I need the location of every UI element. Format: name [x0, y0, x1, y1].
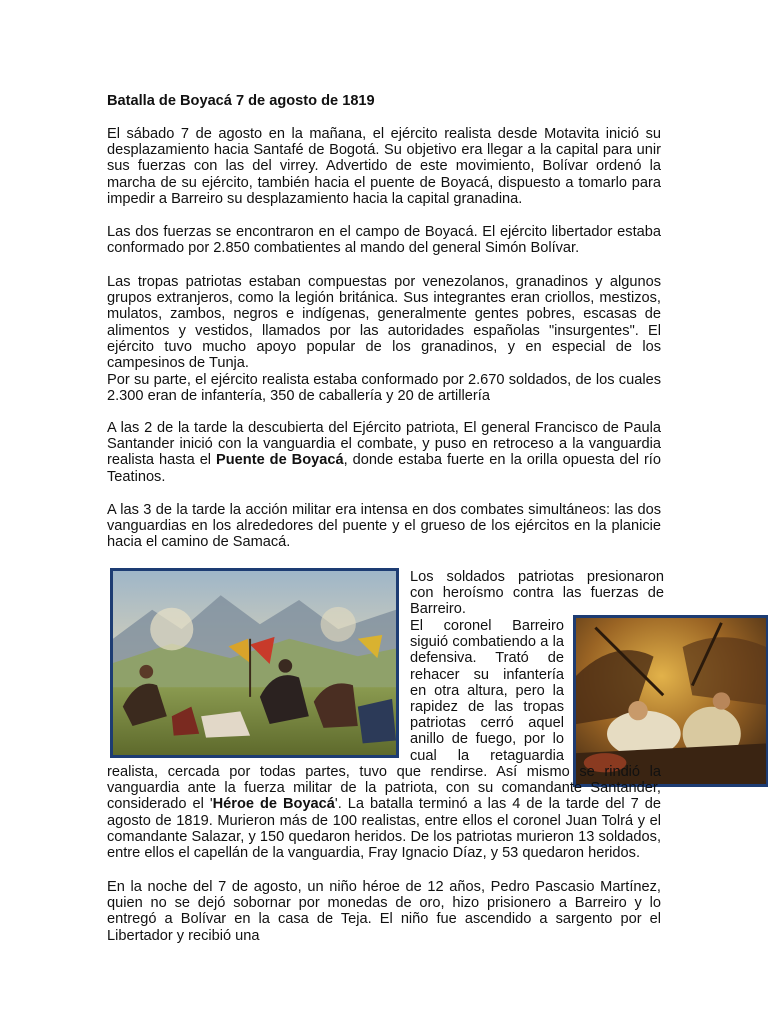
puente-de-boyaca-bold: Puente de Boyacá	[216, 452, 344, 469]
paragraph-9: En la noche del 7 de agosto, un niño héroe de 12 años, Pedro Pascasio Martínez, quien no se dejó sobornar por monedas de oro, hizo prisionero a Barreiro y lo entregó a Bolívar en la casa de Teja. El niño fue ascendido a sargento por el Libertador y recibió una	[107, 879, 661, 944]
paragraph-1: El sábado 7 de agosto en la mañana, el ejército realista desde Motavita inició su desplazamiento hacia Santafé de Bogotá. Su objetivo era llegar a la capital para unir sus fuerzas con las del virrey. Advertido de este movimiento, Bolívar ordenó la marcha de su ejército, también hacia el puente de Boyacá, dispuesto a tomarlo para impedir a Barreiro su desplazamiento hacia la capital granadina.	[107, 126, 661, 207]
battle-painting-right-image	[576, 618, 766, 784]
paragraph-5-text-a: A las 2 de la tarde la descubierta del Ejército patriota, El general Francisco de Paula Santander inició con la vanguardia el combate, y puso en retroceso a la vanguardia realista hasta el	[107, 420, 661, 469]
paragraph-2: Las dos fuerzas se encontraron en el campo de Boyacá. El ejército libertador estaba conformado por 2.850 combatientes al mando del general Simón Bolívar.	[107, 224, 661, 257]
paragraph-7: Los soldados patriotas presionaron con heroísmo contra las fuerzas de Barreiro.	[410, 569, 664, 618]
battle-painting-left-image	[113, 571, 396, 755]
document-title: Batalla de Boyacá 7 de agosto de 1819	[107, 93, 375, 109]
paragraph-8	[107, 764, 661, 861]
paragraph-8-narrow: El coronel Barreiro siguió combatiendo a la defensiva. Trató de rehacer su infantería en otra altura, pero la rapidez de las tropas patriotas cerró aquel anillo de fuego, por lo cual la retaguardia	[410, 618, 564, 764]
paragraph-8-text-b: '. La batalla terminó a las 4 de la tarde del 7 de agosto de 1819. Murieron más de 100 realistas, entre ellos el coronel Juan Tolrá y el comandante Salazar, y 150 quedaron heridos. De los patriotas murieron 13 soldados, entre ellos el capellán de la vanguardia, Fray Ignacio Díaz, y 53 quedaron heridos.	[107, 796, 661, 862]
battle-painting-left	[110, 568, 399, 758]
heroe-de-boyaca-bold: Héroe de Boyacá	[212, 796, 335, 813]
paragraph-5	[107, 420, 661, 485]
paragraph-4: Por su parte, el ejército realista estaba conformado por 2.670 soldados, de los cuales 2.300 eran de infantería, 350 de caballería y 20 de artillería	[107, 372, 661, 405]
paragraph-6: A las 3 de la tarde la acción militar era intensa en dos combates simultáneos: las dos vanguardias en los alrededores del puente y el grueso de los ejércitos en la planicie hacia el camino de Samacá.	[107, 502, 661, 551]
battle-painting-right	[573, 615, 768, 787]
paragraph-5-text-b: , donde estaba fuerte en la orilla opuesta del río Teatinos.	[107, 452, 661, 485]
paragraph-8-text-a: realista, cercada por todas partes, tuvo que rendirse. Así mismo se rindió la vanguardia ante la fuerza militar de la patriota, con su comandante Santander, considerado el '	[107, 764, 661, 813]
paragraph-3: Las tropas patriotas estaban compuestas por venezolanos, granadinos y algunos grupos extranjeros, como la legión británica. Sus integrantes eran criollos, mestizos, mulatos, zambos, negros e indígenas, generalmente gentes pobres, escasas de alimentos y vestidos, llamados por las autoridades españolas "insurgentes". El ejército tuvo mucho apoyo popular de los granadinos, y en especial de los campesinos de Tunja.	[107, 274, 661, 372]
